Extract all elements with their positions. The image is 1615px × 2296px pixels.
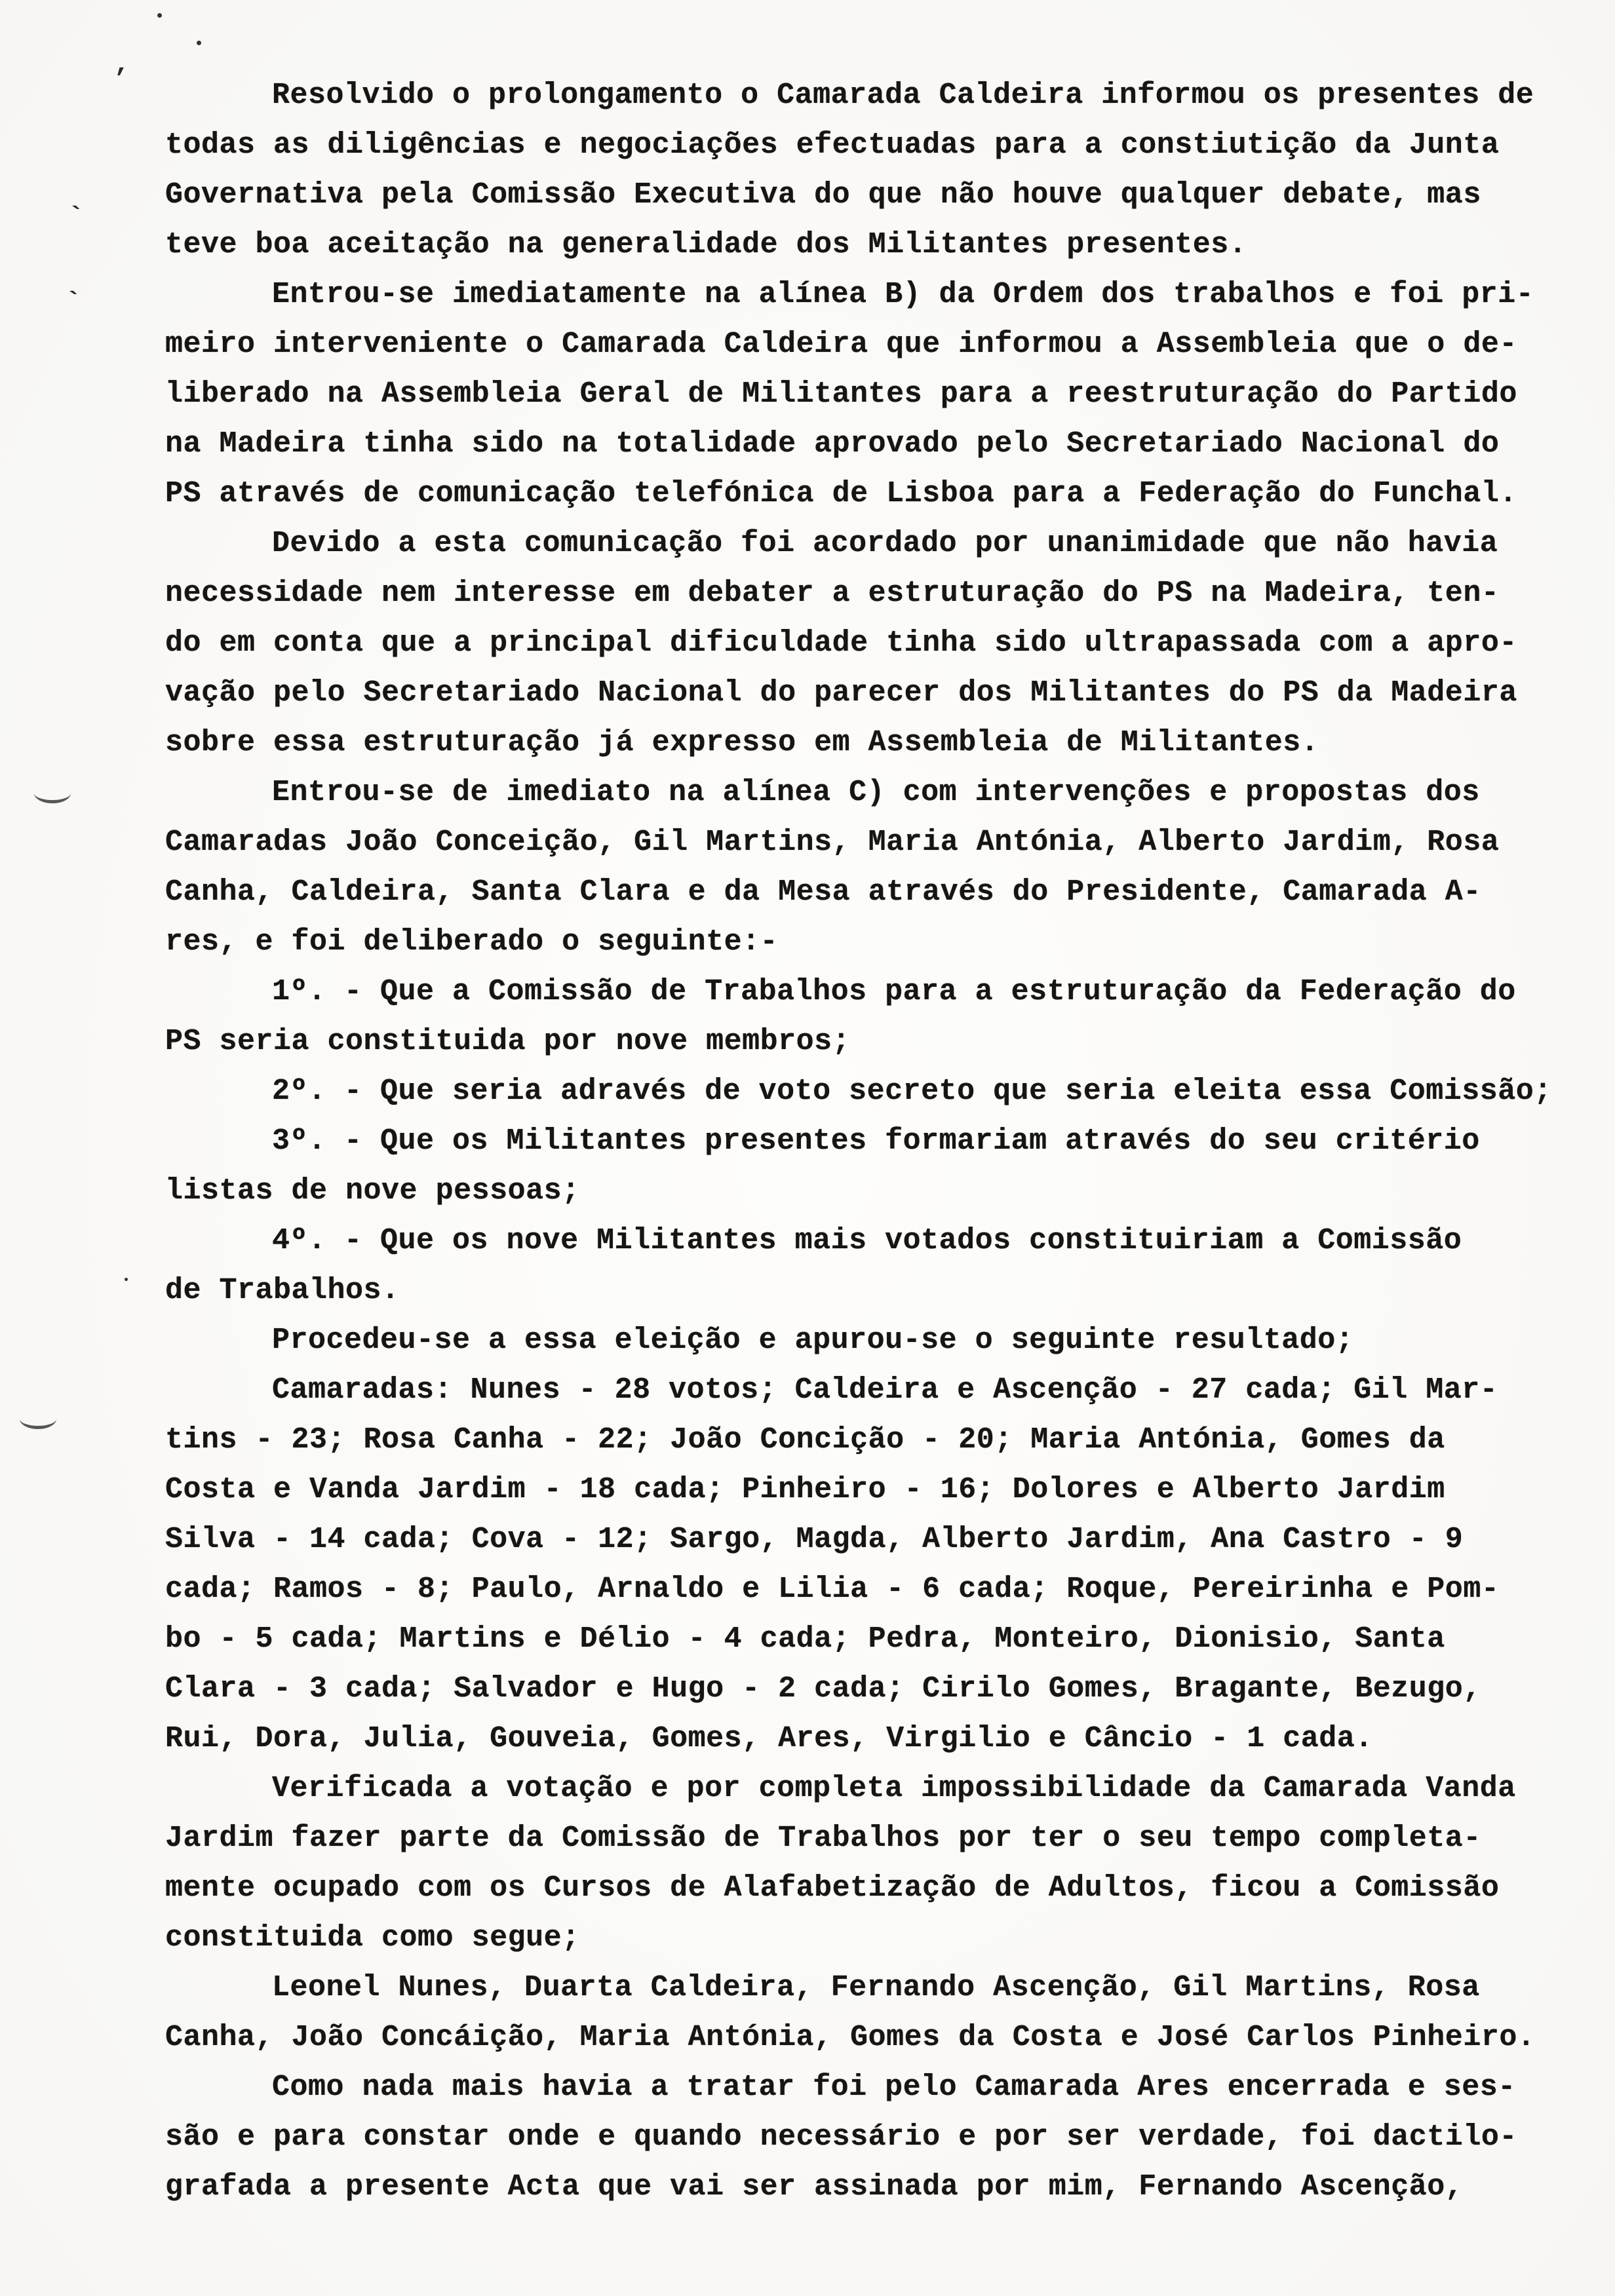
document-line: Jardim fazer parte da Comissão de Trabalhos por ter o seu tempo completa- xyxy=(165,1822,1481,1855)
document-line: Verificada a votação e por completa impossibilidade da Camarada Vanda xyxy=(272,1772,1516,1805)
pen-tick-1: ’ xyxy=(113,66,129,95)
document-line: 1º. - Que a Comissão de Trabalhos para a estruturação da Federação do xyxy=(272,975,1516,1008)
document-line: do em conta que a principal dificuldade tinha sido ultrapassada com a apro- xyxy=(165,626,1517,660)
document-line: Clara - 3 cada; Salvador e Hugo - 2 cada; Cirilo Gomes, Bragante, Bezugo, xyxy=(165,1672,1481,1706)
document-line: Leonel Nunes, Duarta Caldeira, Fernando Ascenção, Gil Martins, Rosa xyxy=(272,1971,1480,2004)
document-line: mente ocupado com os Cursos de Alafabetização de Adultos, ficou a Comissão xyxy=(165,1871,1500,1905)
document-line: Rui, Dora, Julia, Gouveia, Gomes, Ares, Virgilio e Câncio - 1 cada. xyxy=(165,1722,1373,1755)
document-line: 2º. - Que seria adravés de voto secreto que seria eleita essa Comissão; xyxy=(272,1075,1552,1108)
document-line: bo - 5 cada; Martins e Délio - 4 cada; Pedra, Monteiro, Dionisio, Santa xyxy=(165,1622,1445,1656)
scan-speck-3 xyxy=(125,1278,128,1281)
document-line: são e para constar onde e quando necessário e por ser verdade, foi dactilo- xyxy=(165,2120,1517,2154)
pen-tick-3: ` xyxy=(66,288,82,318)
document-line: Resolvido o prolongamento o Camarada Caldeira informou os presentes de xyxy=(272,79,1534,112)
document-line: PS seria constituida por nove membros; xyxy=(165,1025,851,1058)
document-line: Silva - 14 cada; Cova - 12; Sargo, Magda, Alberto Jardim, Ana Castro - 9 xyxy=(165,1523,1464,1556)
pen-tick-2: ` xyxy=(68,203,85,233)
scan-speck-2 xyxy=(197,41,201,45)
document-line: sobre essa estruturação já expresso em Assembleia de Militantes. xyxy=(165,726,1319,759)
document-line: Canha, João Concáição, Maria Antónia, Gomes da Costa e José Carlos Pinheiro. xyxy=(165,2021,1536,2054)
document-line: na Madeira tinha sido na totalidade aprovado pelo Secretariado Nacional do xyxy=(165,427,1500,461)
document-line: Costa e Vanda Jardim - 18 cada; Pinheiro - 16; Dolores e Alberto Jardim xyxy=(165,1473,1445,1506)
margin-pen-mark-1 xyxy=(34,783,71,803)
document-line: Entrou-se imediatamente na alínea B) da Ordem dos trabalhos e foi pri- xyxy=(272,278,1534,311)
scan-speck-1 xyxy=(157,13,162,18)
document-line: Camaradas João Conceição, Gil Martins, Maria Antónia, Alberto Jardim, Rosa xyxy=(165,826,1500,859)
document-line: listas de nove pessoas; xyxy=(165,1174,580,1208)
document-line: vação pelo Secretariado Nacional do parecer dos Militantes do PS da Madeira xyxy=(165,676,1517,710)
document-line: res, e foi deliberado o seguinte:- xyxy=(165,925,779,959)
document-line: necessidade nem interesse em debater a estruturação do PS na Madeira, ten- xyxy=(165,577,1500,610)
document-line: Procedeu-se a essa eleição e apurou-se o seguinte resultado; xyxy=(272,1324,1354,1357)
document-line: constituida como segue; xyxy=(165,1921,580,1955)
document-line: Entrou-se de imediato na alínea C) com intervenções e propostas dos xyxy=(272,776,1480,809)
margin-pen-mark-2 xyxy=(20,1409,56,1429)
typewritten-text-block xyxy=(165,71,1552,2212)
document-line: grafada a presente Acta que vai ser assinada por mim, Fernando Ascenção, xyxy=(165,2170,1464,2204)
document-line: Devido a esta comunicação foi acordado por unanimidade que não havia xyxy=(272,527,1498,560)
document-line: cada; Ramos - 8; Paulo, Arnaldo e Lilia - 6 cada; Roque, Pereirinha e Pom- xyxy=(165,1573,1500,1606)
document-line: 3º. - Que os Militantes presentes formariam através do seu critério xyxy=(272,1124,1480,1158)
document-line: Como nada mais havia a tratar foi pelo Camarada Ares encerrada e ses- xyxy=(272,2071,1516,2104)
document-line: Governativa pela Comissão Executiva do que não houve qualquer debate, mas xyxy=(165,178,1481,212)
document-line: tins - 23; Rosa Canha - 22; João Concição - 20; Maria Antónia, Gomes da xyxy=(165,1423,1445,1457)
document-line: 4º. - Que os nove Militantes mais votados constituiriam a Comissão xyxy=(272,1224,1462,1257)
document-line: teve boa aceitação na generalidade dos Militantes presentes. xyxy=(165,228,1247,261)
document-line: Canha, Caldeira, Santa Clara e da Mesa através do Presidente, Camarada A- xyxy=(165,875,1481,909)
document-line: liberado na Assembleia Geral de Militantes para a reestruturação do Partido xyxy=(165,377,1517,411)
document-line: Camaradas: Nunes - 28 votos; Caldeira e Ascenção - 27 cada; Gil Mar- xyxy=(272,1373,1498,1407)
document-line: todas as diligências e negociações efectuadas para a constiutição da Junta xyxy=(165,128,1500,162)
document-line: meiro interveniente o Camarada Caldeira que informou a Assembleia que o de- xyxy=(165,328,1517,361)
document-line: PS através de comunicação telefónica de Lisboa para a Federação do Funchal. xyxy=(165,477,1517,510)
document-line: de Trabalhos. xyxy=(165,1274,400,1307)
